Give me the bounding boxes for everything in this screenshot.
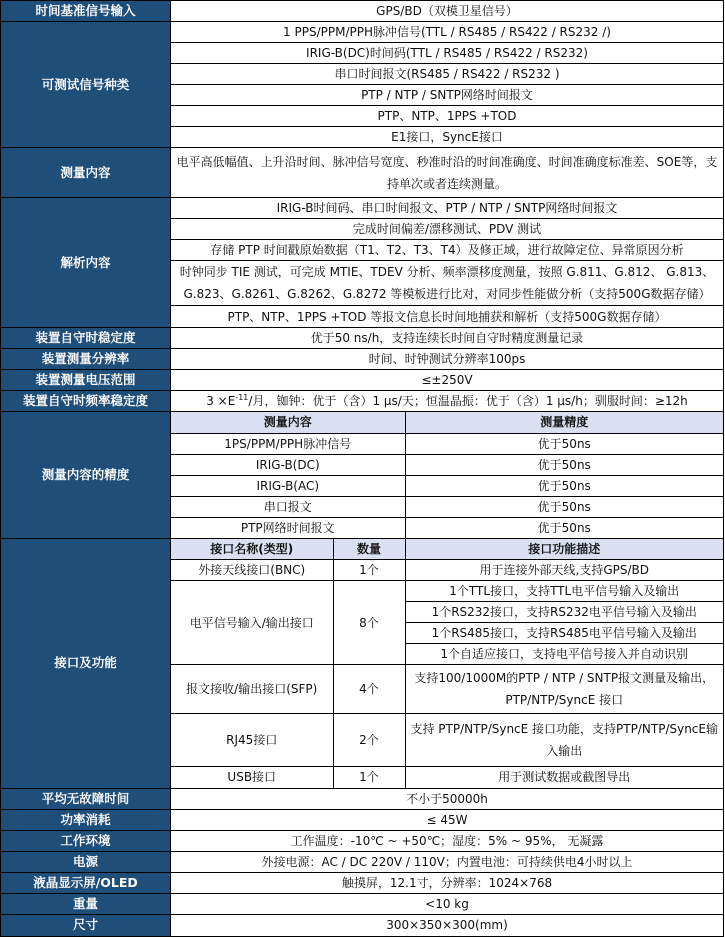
col-header: 接口功能描述 xyxy=(405,539,723,560)
signal-item: 1 PPS/PPM/PPH脉冲信号(TTL / RS485 / RS422 / RS232 /) xyxy=(171,22,724,43)
row-value: $3 \times E^{-11}/$月，铷钟：优于（含）1 μs/天；恒温晶振：优于（含）1 μs/h；驯服时间：≥12h xyxy=(171,391,724,412)
row-power-consumption xyxy=(1,809,724,830)
row-label: 可测试信号种类 xyxy=(1,22,171,148)
row-label: 功率消耗 xyxy=(1,809,171,830)
row-value: GPS/BD（双模卫星信号） xyxy=(171,1,724,22)
row-label: 时间基准信号输入 xyxy=(1,1,171,22)
analysis-item: 完成时间偏差/漂移测试、PDV 测试 xyxy=(171,219,724,240)
row-display xyxy=(1,872,724,893)
row-testable-signals xyxy=(1,22,724,43)
row-label: 测量内容 xyxy=(1,148,171,198)
row-label: 工作环境 xyxy=(1,830,171,851)
table-row: 电平信号输入/输出接口 8个 1个TTL接口，支持TTL电平信号输入及输出 xyxy=(171,581,723,602)
row-label: 装置测量分辨率 xyxy=(1,349,171,370)
row-label: 重量 xyxy=(1,893,171,914)
table-row: RJ45接口 2个 支持 PTP/NTP/SyncE 接口功能，支持PTP/NTP/SyncE输入输出 xyxy=(171,714,723,767)
row-label: 平均无故障时间 xyxy=(1,788,171,809)
table-row: 1PS/PPM/PPH脉冲信号 优于50ns xyxy=(171,433,723,454)
row-label: 装置测量电压范围 xyxy=(1,370,171,391)
col-header: 接口名称(类型) xyxy=(171,539,333,560)
row-weight xyxy=(1,893,724,914)
row-label: 尺寸 xyxy=(1,914,171,936)
table-row: IRIG-B(DC) 优于50ns xyxy=(171,454,723,475)
row-environment xyxy=(1,830,724,851)
row-mtbf xyxy=(1,788,724,809)
table-row: USB接口 1个 用于测试数据或截图导出 xyxy=(171,767,723,788)
row-resolution xyxy=(1,349,724,370)
row-label: 装置自守时频率稳定度 xyxy=(1,391,171,412)
row-value: ≤ 45W xyxy=(171,809,724,830)
analysis-item: 存储 PTP 时间戳原始数据（T1、T2、T3、T4）及修正域，进行故障定位、异常原因分析 xyxy=(171,240,724,261)
row-value: <10 kg xyxy=(171,893,724,914)
analysis-item: IRIG-B时间码、串口时间报文、PTP / NTP / SNTP网络时间报文 xyxy=(171,198,724,219)
row-holdover-stability xyxy=(1,328,724,349)
row-interfaces xyxy=(1,538,724,788)
signal-item: E1接口，SyncE接口 xyxy=(171,127,724,148)
col-header: 测量内容 xyxy=(171,412,405,433)
table-row: 外接天线接口(BNC) 1个 用于连接外部天线,支持GPS/BD xyxy=(171,560,723,581)
row-value: 工作温度：-10℃ ~ +50℃；湿度：5% ~ 95%， 无凝露 xyxy=(171,830,724,851)
interfaces-table: 接口名称(类型) 数量 接口功能描述 外接天线接口(BNC) 1个 用于连接外部天线,支持GPS/BD 电平信号输入/输出接口 8个 1个TTL接口，支持TTL电平信号输入及输出 1个RS232接口，支持RS232电平信号输入及输出 1个RS485接口，支持RS485电平信号输入及输出 1个自适应接口，支持电平信号接入并自动识别 报文接收/输出接口(SFP) 4个 支持100/1000M的PTP / NTP / SNTP报文测量及输出，PTP/NTP/SyncE 接口 RJ45接口 2个 支持 PTP/NTP/SyncE 接口功能，支持PTP/NTP/SyncE输入输出 USB接口 1个 用于测试数据或截图导出 xyxy=(171,539,723,788)
row-value: 时间、时钟测试分辨率100ps xyxy=(171,349,724,370)
row-label: 解析内容 xyxy=(1,198,171,328)
analysis-item: 时钟同步 TIE 测试，可完成 MTIE、TDEV 分析、频率漂移度测量，按照 G.811、G.812、 G.813、G.823、G.8261、G.8262、G.8272 等模板进行比对，对同步性能做分析（支持500G数据存储） xyxy=(171,261,724,306)
table-row: PTP网络时间报文 优于50ns xyxy=(171,517,723,538)
col-header: 测量精度 xyxy=(405,412,723,433)
row-measurement-content xyxy=(1,148,724,198)
col-header: 数量 xyxy=(333,539,405,560)
table-row: IRIG-B(AC) 优于50ns xyxy=(171,475,723,496)
row-label: 装置自守时稳定度 xyxy=(1,328,171,349)
signal-item: IRIG-B(DC)时间码(TTL / RS485 / RS422 / RS232) xyxy=(171,43,724,64)
row-analysis-content xyxy=(1,198,724,219)
analysis-item: PTP、NTP、1PPS +TOD 等报文信息长时间地捕获和解析（支持500G数据存储） xyxy=(171,306,724,328)
row-value: 300×350×300(mm) xyxy=(171,914,724,936)
row-freq-stability xyxy=(1,391,724,412)
row-label: 电源 xyxy=(1,851,171,872)
row-value: 优于50 ns/h，支持连续长时间自守时精度测量记录 xyxy=(171,328,724,349)
row-label: 液晶显示屏/OLED xyxy=(1,872,171,893)
row-value: ≤±250V xyxy=(171,370,724,391)
row-value: 电平高低幅值、上升沿时间、脉冲信号宽度、秒准时沿的时间准确度、时间准确度标准差、SOE等，支持单次或者连续测量。 xyxy=(171,148,724,198)
row-label: 接口及功能 xyxy=(1,538,171,788)
row-value: 不小于50000h xyxy=(171,788,724,809)
table-row: 报文接收/输出接口(SFP) 4个 支持100/1000M的PTP / NTP / SNTP报文测量及输出，PTP/NTP/SyncE 接口 xyxy=(171,665,723,714)
precision-table xyxy=(171,412,723,538)
signal-item: PTP、NTP、1PPS +TOD xyxy=(171,106,724,127)
row-label: 测量内容的精度 xyxy=(1,412,171,539)
row-voltage-range xyxy=(1,370,724,391)
row-value: 外接电源：AC / DC 220V / 110V；内置电池：可持续供电4小时以上 xyxy=(171,851,724,872)
signal-item: PTP / NTP / SNTP网络时间报文 xyxy=(171,85,724,106)
row-value: 触摸屏，12.1寸，分辨率：1024×768 xyxy=(171,872,724,893)
signal-item: 串口时间报文(RS485 / RS422 / RS232 ) xyxy=(171,64,724,85)
row-power-supply xyxy=(1,851,724,872)
row-precision xyxy=(1,412,724,539)
row-size xyxy=(1,914,724,936)
table-row: 串口报文 优于50ns xyxy=(171,496,723,517)
row-time-ref-input xyxy=(1,1,724,22)
